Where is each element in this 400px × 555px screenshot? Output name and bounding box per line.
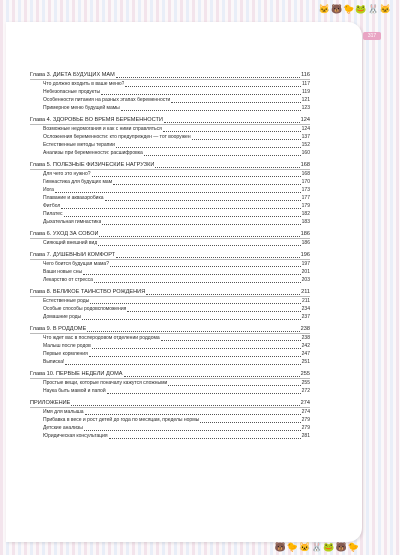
toc-entry[interactable]: Возможные недомогания и как с ними справляться 124	[43, 126, 310, 132]
chapter-heading[interactable]: Глава 4. ЗДОРОВЬЕ ВО ВРЕМЯ БЕРЕМЕННОСТИ 124	[30, 117, 310, 123]
toc-entry[interactable]: Йога 173	[43, 187, 310, 193]
chapter-4	[30, 115, 310, 157]
toc-entry[interactable]: Детские анализы 279	[43, 425, 310, 431]
toc-entry[interactable]: Анализы при беременности: расшифровка 160	[43, 150, 310, 156]
decorative-animals-bottom: 🐻🐤🐱🐰🐸🐻🐤	[274, 542, 360, 552]
toc-entry[interactable]: Лекарство от стресса 203	[43, 277, 310, 283]
toc-entry[interactable]: Сияющий внешний вид 186	[43, 240, 310, 246]
toc-entry[interactable]: Прибавка в весе и рост детей до года по месяцам, пределы нормы 279	[43, 417, 310, 423]
appendix	[30, 398, 310, 440]
toc-entry[interactable]: Простые вещи, которые поначалу кажутся сложными 255	[43, 380, 310, 386]
toc-entry[interactable]: Плавание и аквааэробика 177	[43, 195, 310, 201]
toc-entry[interactable]: Естественные роды 211	[43, 298, 310, 304]
toc-entry[interactable]: Естественные методы терапии 152	[43, 142, 310, 148]
toc-entry[interactable]: Особенности питания на разных этапах беременности 121	[43, 97, 310, 103]
toc-entry[interactable]: Наука быть мамой и папой 272	[43, 388, 310, 394]
toc-entry[interactable]: Выписка! 251	[43, 359, 310, 365]
chapter-heading[interactable]: Глава 10. ПЕРВЫЕ НЕДЕЛИ ДОМА 255	[30, 371, 310, 377]
chapter-5	[30, 160, 310, 226]
chapter-heading[interactable]: Глава 7. ДУШЕВНЫЙ КОМФОРТ 196	[30, 252, 310, 258]
toc-entry[interactable]: Малыш после родов 242	[43, 343, 310, 349]
chapter-heading[interactable]: Глава 3. ДИЕТА БУДУЩИХ МАМ 116	[30, 72, 310, 78]
toc-entry[interactable]: Небезопасные продукты 119	[43, 89, 310, 95]
toc-entry[interactable]: Осложнения беременности: кто предупрежден — тот вооружен 137	[43, 134, 310, 140]
toc-entry[interactable]: Ваши новые сны 201	[43, 269, 310, 275]
toc-entry[interactable]: Имя для малыша 274	[43, 409, 310, 415]
toc-entry[interactable]: Домашние роды 237	[43, 314, 310, 320]
toc-entry[interactable]: Особые способы родовспоможения 234	[43, 306, 310, 312]
chapter-heading[interactable]: Глава 5. ПОЛЕЗНЫЕ ФИЗИЧЕСКИЕ НАГРУЗКИ 168	[30, 162, 310, 168]
toc-entry[interactable]: Для чего это нужно? 168	[43, 171, 310, 177]
chapter-heading[interactable]: ПРИЛОЖЕНИЕ 274	[30, 400, 310, 406]
table-of-contents	[30, 70, 310, 443]
chapter-7	[30, 250, 310, 284]
chapter-6	[30, 229, 310, 247]
chapter-10	[30, 369, 310, 395]
chapter-3	[30, 70, 310, 112]
chapter-heading[interactable]: Глава 9. В РОДДОМЕ 238	[30, 326, 310, 332]
toc-entry[interactable]: Пилатес 182	[43, 211, 310, 217]
decorative-animals-top: 🐱🐻🐤🐸🐰🐱	[318, 4, 392, 14]
chapter-8	[30, 287, 310, 321]
page-number-tab: 317	[363, 32, 381, 40]
toc-entry[interactable]: Чего боится будущая мама? 197	[43, 261, 310, 267]
toc-entry[interactable]: Дыхательная гимнастика 183	[43, 219, 310, 225]
chapter-heading[interactable]: Глава 6. УХОД ЗА СОБОЙ 186	[30, 231, 310, 237]
chapter-heading[interactable]: Глава 8. ВЕЛИКОЕ ТАИНСТВО РОЖДЕНИЯ 211	[30, 289, 310, 295]
toc-entry[interactable]: Что ждет вас в послеродовом отделении роддома 238	[43, 335, 310, 341]
toc-entry[interactable]: Что должно входить в ваше меню? 117	[43, 81, 310, 87]
toc-entry[interactable]: Первые кормления 247	[43, 351, 310, 357]
toc-entry[interactable]: Гимнастика для будущих мам 170	[43, 179, 310, 185]
toc-entry[interactable]: Примерное меню будущей мамы 123	[43, 105, 310, 111]
toc-entry[interactable]: Фитбол 179	[43, 203, 310, 209]
toc-entry[interactable]: Юридическая консультация 281	[43, 433, 310, 439]
chapter-9	[30, 324, 310, 366]
